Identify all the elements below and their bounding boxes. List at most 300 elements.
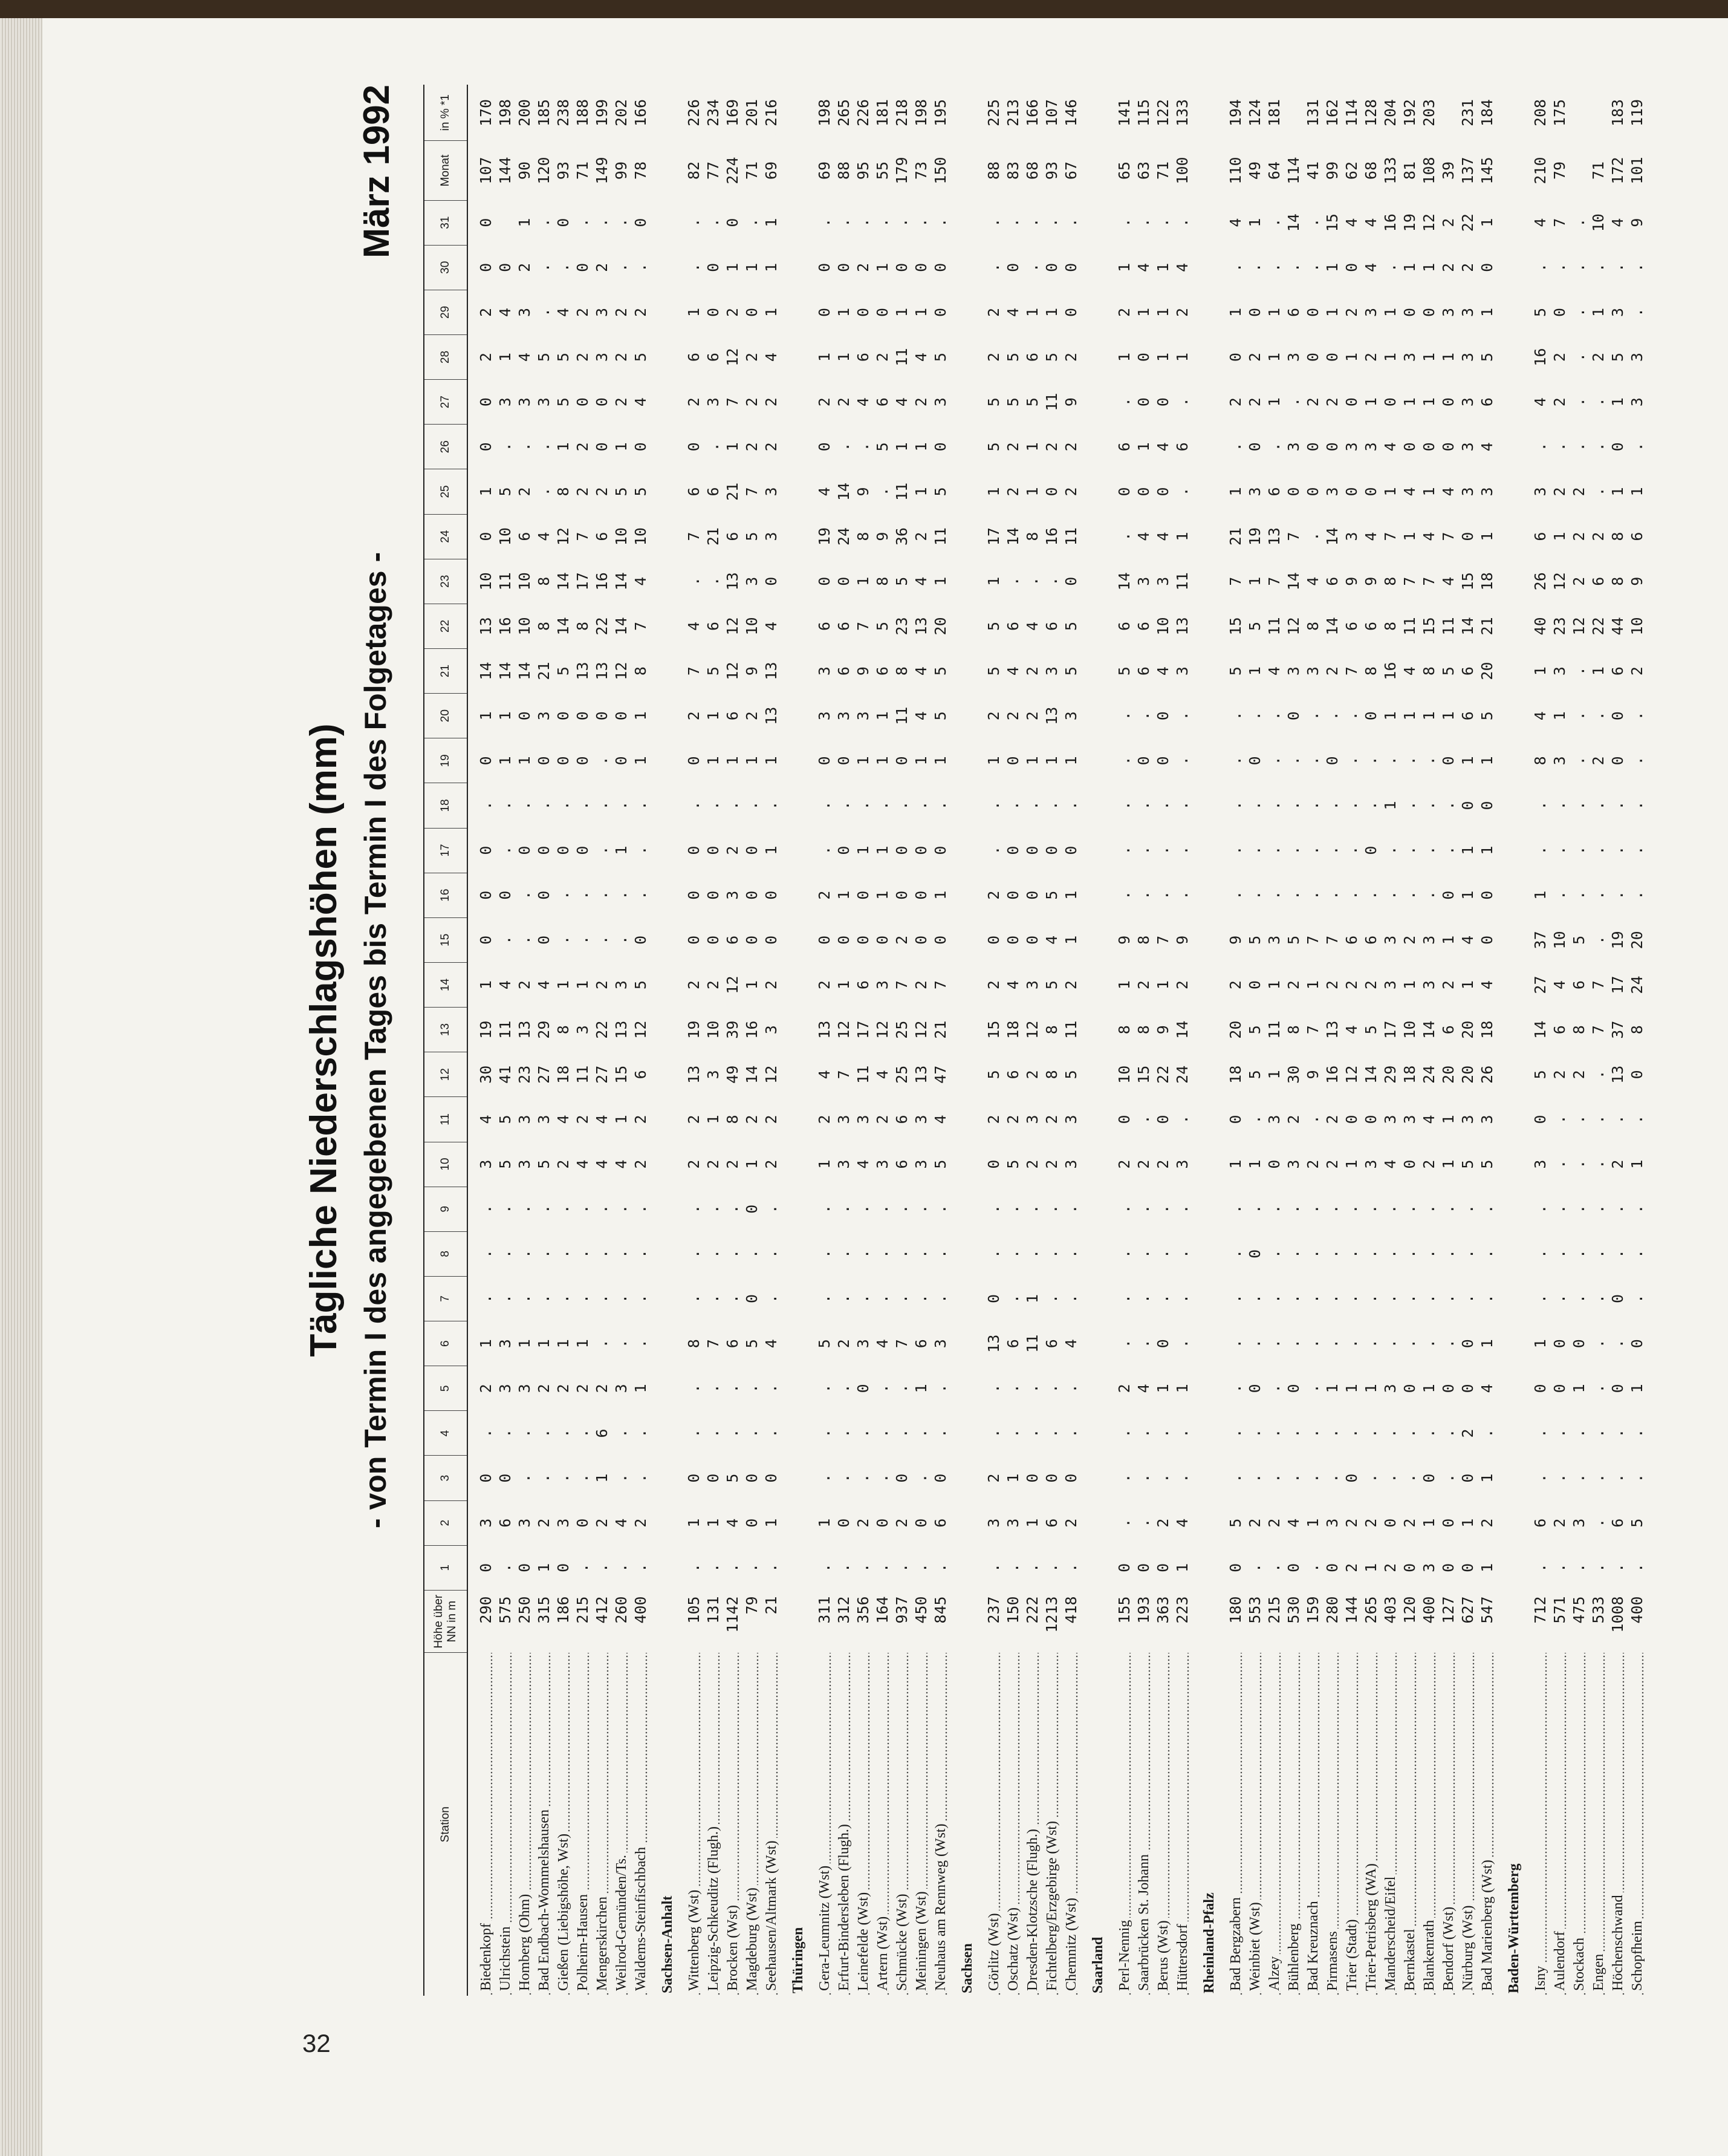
station-height: 237 [985,1596,1002,1624]
daily-value: 0 [477,1473,495,1483]
daily-value: . [1551,1563,1568,1572]
daily-value: 0 [854,1384,872,1393]
daily-value: 0 [574,397,591,407]
daily-value: . [1362,756,1380,766]
daily-value: 1 [1265,353,1283,362]
daily-value: 1 [1570,1384,1588,1393]
daily-value: 11 [496,1020,514,1039]
daily-value: 1 [1246,1159,1264,1169]
daily-value: 44 [1609,617,1626,636]
month-percent: 194 [1227,99,1244,127]
daily-value: 0 [593,397,611,407]
daily-value: . [1304,262,1322,272]
daily-value: 5 [1062,1070,1080,1080]
daily-value: . [574,1428,591,1438]
daily-value: . [724,1204,741,1214]
daily-value: 6 [1531,1518,1549,1528]
daily-value: . [1227,845,1244,855]
daily-value: . [1324,1249,1341,1259]
daily-value: 4 [1174,262,1191,272]
daily-value: 19 [1401,213,1418,232]
daily-value: . [1343,1294,1360,1304]
daily-value: 1 [1024,1294,1041,1304]
daily-value: 0 [554,1563,572,1572]
month-total: 95 [854,161,872,180]
daily-value: 30 [1285,1065,1302,1084]
daily-value: 3 [1459,353,1476,362]
daily-value: 3 [516,1384,533,1393]
daily-value: 6 [1343,621,1360,631]
daily-value: 7 [1590,1025,1607,1035]
daily-value: . [1401,1204,1418,1214]
daily-value: . [743,1249,761,1259]
station-name: Saarbrücken St. Johann [1134,1653,1154,1996]
daily-value: . [574,1563,591,1572]
daily-value: 7 [1304,1025,1322,1035]
daily-value: 0 [1324,1563,1341,1572]
month-percent: 166 [632,99,649,127]
station-height: 222 [1024,1596,1041,1624]
table-row [1115,85,1134,1996]
daily-value: . [1420,890,1438,900]
daily-value: 2 [535,1518,553,1528]
table-row [1284,85,1304,1996]
daily-value: 3 [516,1518,533,1528]
daily-value: 0 [574,756,591,766]
daily-value: 11 [1265,617,1283,636]
daily-value: 1 [574,1339,591,1349]
daily-value: 4 [854,397,872,407]
daily-value: . [1382,1204,1399,1214]
daily-value: 3 [1459,1115,1476,1124]
daily-value: . [632,1563,649,1572]
daily-value: . [477,801,495,810]
daily-value: . [1628,1563,1646,1572]
daily-value: . [816,845,833,855]
daily-value: 0 [704,890,722,900]
station-name: Bühlenberg [1284,1653,1304,1996]
daily-value: 2 [1609,1159,1626,1169]
daily-value: 0 [743,890,761,900]
daily-value: . [985,845,1002,855]
daily-value: 5 [1062,621,1080,631]
daily-value: 2 [1590,756,1607,766]
daily-value: 4 [1382,1159,1399,1169]
daily-value: 3 [1401,353,1418,362]
month-total: 68 [1362,161,1380,180]
daily-value: 7 [854,621,872,631]
table-row [1323,85,1342,1996]
daily-value: 3 [1420,980,1438,990]
daily-value: . [1227,1384,1244,1393]
daily-value: 5 [1062,666,1080,676]
daily-value: 2 [816,890,833,900]
daily-value: 6 [1324,576,1341,586]
daily-value: 17 [574,572,591,591]
daily-value: 0 [1004,845,1022,855]
month-percent: 170 [477,99,495,127]
daily-value: 14 [554,572,572,591]
daily-value: 4 [1265,666,1283,676]
daily-value: . [1551,262,1568,272]
daily-value: 0 [535,890,553,900]
daily-value: 1 [1551,532,1568,541]
header-day: 8 [424,1231,467,1276]
daily-value: . [1609,1563,1626,1572]
daily-value: . [632,1473,649,1483]
daily-value: . [1531,262,1549,272]
daily-value: 1 [1401,711,1418,721]
daily-value: 0 [1440,442,1457,452]
daily-value: . [762,1428,780,1438]
daily-value: . [477,1204,495,1214]
daily-value: . [612,1473,630,1483]
daily-value: 4 [535,532,553,541]
daily-value: 2 [1265,1518,1283,1528]
daily-value: 1 [762,756,780,766]
daily-value: . [1401,801,1418,810]
daily-value: 2 [1551,353,1568,362]
month-percent: 204 [1382,99,1399,127]
table-row [984,85,1004,1996]
daily-value: 0 [685,890,703,900]
station-height: 215 [1265,1596,1283,1624]
daily-value: 1 [1227,307,1244,317]
daily-value: . [1570,307,1588,317]
daily-value: 11 [496,572,514,591]
daily-value: 14 [1531,1020,1549,1039]
daily-value: . [516,890,533,900]
daily-value: 0 [743,1204,761,1214]
daily-value: . [1324,1294,1341,1304]
daily-value: 1 [1420,711,1438,721]
daily-value: 1 [516,1339,533,1349]
station-name: Leipzig-Schkeuditz (Flugh.) [704,1653,723,1996]
station-height: 280 [1324,1596,1341,1624]
daily-value: . [574,801,591,810]
daily-value: 2 [1420,1159,1438,1169]
daily-value: 3 [1531,487,1549,497]
daily-value: 2 [1062,353,1080,362]
daily-value: 3 [1174,1159,1191,1169]
daily-value: . [1362,801,1380,810]
daily-value: 2 [743,397,761,407]
daily-value: . [1246,1563,1264,1572]
daily-value: 2 [612,307,630,317]
daily-value: . [1420,801,1438,810]
daily-value: 16 [1324,1065,1341,1084]
daily-value: 1 [1382,487,1399,497]
daily-value: 23 [893,617,911,636]
daily-value: . [1590,1249,1607,1259]
daily-value: . [1440,1339,1457,1349]
daily-value: . [1135,1115,1152,1124]
daily-value: . [1628,262,1646,272]
daily-value: 5 [932,487,949,497]
daily-value: 17 [1609,975,1626,994]
daily-value: 5 [985,666,1002,676]
header-day: 17 [424,828,467,873]
daily-value: 11 [1043,392,1061,411]
daily-value: . [1478,1428,1496,1438]
daily-value: 10 [1154,617,1172,636]
daily-value: 0 [477,756,495,766]
daily-value: . [854,1294,872,1304]
daily-value: 2 [1004,1115,1022,1124]
daily-value: 37 [1609,1020,1626,1039]
station-name: Görlitz (Wst) [984,1653,1004,1996]
station-name: Magdeburg (Wst) [742,1653,762,1996]
daily-value: . [593,1294,611,1304]
daily-value: . [593,1249,611,1259]
daily-value: 6 [1551,1025,1568,1035]
daily-value: . [593,1563,611,1572]
daily-value: 4 [516,353,533,362]
daily-value: . [1135,890,1152,900]
daily-value: 1 [1135,307,1152,317]
station-height: 223 [1174,1596,1191,1624]
daily-value: 6 [516,532,533,541]
precipitation-table [423,85,1647,1996]
daily-value: . [835,1249,853,1259]
daily-value: 0 [685,845,703,855]
daily-value: . [1551,1428,1568,1438]
daily-value: 7 [1420,576,1438,586]
month-total: 90 [516,161,533,180]
daily-value: 0 [1551,307,1568,317]
daily-value: 0 [535,845,553,855]
daily-value: . [1285,1294,1302,1304]
daily-value: 0 [1024,845,1041,855]
daily-value: 0 [1440,1384,1457,1393]
daily-value: 5 [1024,397,1041,407]
daily-value: . [1024,1563,1041,1572]
daily-value: 3 [1285,442,1302,452]
daily-value: 22 [593,617,611,636]
daily-value: . [985,801,1002,810]
station-name: Neuhaus am Rennweg (Wst) [931,1653,950,1996]
daily-value: 1 [1024,487,1041,497]
daily-value: 0 [477,1563,495,1572]
daily-value: 5 [1531,1070,1549,1080]
daily-value: . [1024,1204,1041,1214]
daily-value: . [1024,218,1041,227]
daily-value: 1 [762,1518,780,1528]
month-percent: 183 [1609,99,1626,127]
daily-value: 0 [593,711,611,721]
daily-value: 3 [1024,980,1041,990]
month-percent: 198 [816,99,833,127]
daily-value: 20 [1459,1065,1476,1084]
daily-value: . [985,1428,1002,1438]
daily-value: 10 [704,1020,722,1039]
daily-value: 0 [704,307,722,317]
daily-value: . [1174,801,1191,810]
daily-value: 2 [1478,1518,1496,1528]
daily-value: 5 [1440,666,1457,676]
daily-value: . [1420,756,1438,766]
daily-value: 2 [762,1159,780,1169]
daily-value: 0 [574,711,591,721]
daily-value: 4 [1004,307,1022,317]
daily-value: 0 [612,756,630,766]
daily-value: . [1382,1339,1399,1349]
daily-value: . [762,1563,780,1572]
daily-value: . [854,1473,872,1483]
daily-value: 1 [835,353,853,362]
daily-value: . [816,218,833,227]
daily-value: 4 [1440,487,1457,497]
daily-value: . [1116,756,1133,766]
daily-value: . [1135,801,1152,810]
daily-value: . [1324,1204,1341,1214]
daily-value: 8 [1043,1025,1061,1035]
daily-value: . [1551,845,1568,855]
daily-value: . [1570,262,1588,272]
daily-value: 9 [1304,1070,1322,1080]
daily-value: . [1116,532,1133,541]
month-percent: 181 [874,99,891,127]
daily-value: . [1401,1428,1418,1438]
daily-value: . [1324,890,1341,900]
daily-value: 3 [874,1159,891,1169]
daily-value: . [1154,890,1172,900]
daily-value: . [1227,1249,1244,1259]
daily-value: . [874,801,891,810]
daily-value: 4 [1382,442,1399,452]
daily-value: 1 [1440,935,1457,945]
daily-value: 8 [1382,621,1399,631]
daily-value: . [835,1428,853,1438]
table-row [1304,85,1323,1996]
daily-value: 9 [1062,397,1080,407]
daily-value: 0 [743,1473,761,1483]
daily-value: 2 [762,980,780,990]
daily-value: 0 [932,262,949,272]
month-total: 88 [985,161,1002,180]
daily-value: . [1551,1159,1568,1169]
daily-value: 5 [985,397,1002,407]
daily-value: 0 [1609,1384,1626,1393]
daily-value: 0 [496,1473,514,1483]
daily-value: 3 [1609,307,1626,317]
daily-value: 0 [632,935,649,945]
page-number: 32 [302,2029,331,2057]
daily-value: 6 [1024,353,1041,362]
daily-value: . [1590,890,1607,900]
daily-value: 2 [1043,1159,1061,1169]
month-percent: 192 [1401,99,1418,127]
daily-value: 0 [1154,1339,1172,1349]
month-percent: 131 [1304,99,1322,127]
station-height: 315 [535,1596,553,1624]
daily-value: 47 [932,1065,949,1084]
station-name: Bendorf (Wst) [1439,1653,1458,1996]
daily-value: 5 [932,1159,949,1169]
daily-value: 2 [1551,487,1568,497]
month-percent: 200 [516,99,533,127]
daily-value: 41 [496,1065,514,1084]
header-height: Höhe über NN in m [424,1590,467,1653]
group-heading [1081,85,1115,1996]
daily-value: 3 [1324,487,1341,497]
daily-value: 6 [835,666,853,676]
daily-value: 1 [1043,307,1061,317]
daily-value: 2 [1324,1115,1341,1124]
table-row [1226,85,1246,1996]
daily-value: 0 [1324,353,1341,362]
daily-value: . [1246,1294,1264,1304]
station-name: Artern (Wst) [873,1653,892,1996]
header-day: 31 [424,200,467,245]
daily-value: 15 [1459,572,1476,591]
daily-value: 11 [1440,617,1457,636]
daily-value: 8 [535,576,553,586]
daily-value: 0 [743,845,761,855]
daily-value: 3 [912,1115,930,1124]
daily-value: 0 [854,307,872,317]
daily-value: 1 [1420,487,1438,497]
daily-value: 1 [1551,711,1568,721]
daily-value: 3 [1062,1159,1080,1169]
station-name: Weinbiet (Wst) [1246,1653,1265,1996]
daily-value: . [1304,801,1322,810]
table-row [892,85,912,1996]
daily-value: . [1304,1339,1322,1349]
daily-value: 0 [1004,756,1022,766]
daily-value: . [743,1428,761,1438]
month-total: 49 [1246,161,1264,180]
daily-value: . [1551,1249,1568,1259]
daily-value: 3 [1362,442,1380,452]
daily-value: . [1628,756,1646,766]
daily-value: 3 [1382,1115,1399,1124]
daily-value: . [1362,1339,1380,1349]
daily-value: . [1285,1339,1302,1349]
daily-value: 6 [1004,1339,1022,1349]
daily-value: 7 [893,1339,911,1349]
daily-value: . [893,1428,911,1438]
spacer-row [467,85,476,1996]
daily-value: . [1043,1384,1061,1393]
month-total: 81 [1401,161,1418,180]
daily-value: 0 [762,890,780,900]
daily-value: 6 [704,487,722,497]
daily-value: 0 [1227,1115,1244,1124]
book-cover-top [0,0,1728,21]
daily-value: 3 [743,576,761,586]
daily-value: 6 [1004,1070,1022,1080]
daily-value: 1 [1154,262,1172,272]
daily-value: 2 [1343,1518,1360,1528]
station-height: 412 [593,1596,611,1624]
daily-value: . [1135,218,1152,227]
daily-value: 1 [632,1384,649,1393]
daily-value: . [854,218,872,227]
daily-value: . [1324,711,1341,721]
daily-value: 0 [893,756,911,766]
daily-value: . [516,442,533,452]
daily-value: 4 [1004,666,1022,676]
daily-value: . [1382,262,1399,272]
daily-value: 14 [1324,617,1341,636]
daily-value: 5 [554,353,572,362]
daily-value: 3 [912,1159,930,1169]
daily-value: . [1570,1115,1588,1124]
daily-value: 2 [1324,666,1341,676]
daily-value: . [1570,801,1588,810]
daily-value: 0 [1154,1115,1172,1124]
